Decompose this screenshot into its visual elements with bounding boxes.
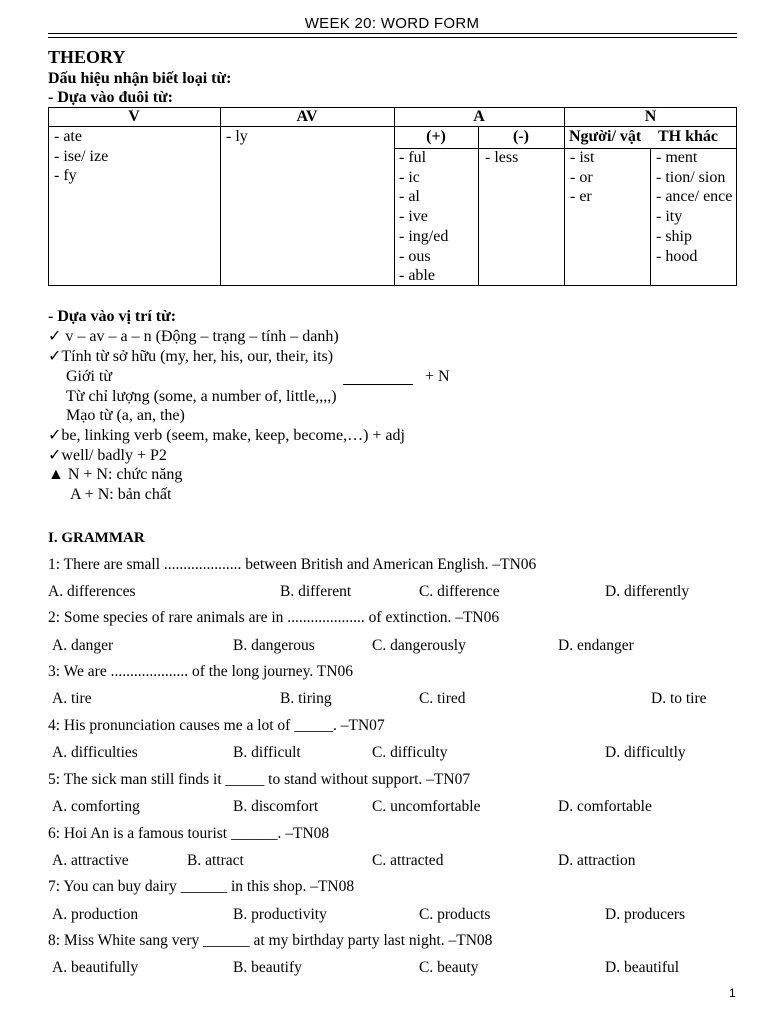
option-c[interactable]: C. dangerously: [372, 637, 466, 654]
list-item: - ful: [399, 149, 427, 166]
list-item: - ic: [399, 168, 420, 186]
list-item: - ive: [399, 208, 428, 226]
option-a[interactable]: A. comforting: [52, 798, 140, 815]
rule-line: ✓well/ badly + P2: [48, 447, 167, 464]
list-item: - ing/ed: [399, 227, 449, 245]
list-item: - ous: [399, 247, 431, 265]
a-positive-suffix-list: [399, 148, 448, 286]
option-a[interactable]: A. beautifully: [52, 959, 139, 976]
rule-line: ✓be, linking verb (seem, make, keep, become,…) + adj: [48, 427, 405, 444]
option-d[interactable]: D. to tire: [651, 690, 707, 707]
blank-n-label: + N: [425, 368, 450, 385]
option-c[interactable]: C. difficulty: [372, 744, 448, 761]
list-item: - ship: [656, 227, 692, 245]
table-col-sep-5: [650, 148, 651, 286]
question-text: 8: Miss White sang very ______ at my birthday party last night. –TN08: [48, 932, 493, 949]
option-b[interactable]: B. dangerous: [233, 637, 315, 654]
list-item: - or: [570, 168, 593, 186]
grammar-heading: I. GRAMMAR: [48, 530, 145, 546]
list-item: - ise/ ize: [54, 147, 109, 165]
av-suffix-list: [226, 127, 248, 147]
option-a[interactable]: A. tire: [52, 690, 92, 707]
question-text: 4: His pronunciation causes me a lot of _____. –TN07: [48, 717, 385, 734]
question-text: 3: We are .................... of the long journey. TN06: [48, 663, 353, 680]
theory-subheading: Dấu hiệu nhận biết loại từ:: [48, 70, 232, 87]
option-d[interactable]: D. differently: [605, 583, 690, 600]
option-a[interactable]: A. attractive: [52, 852, 129, 869]
table-border-left: [48, 107, 49, 286]
option-b[interactable]: B. discomfort: [233, 798, 319, 815]
option-b[interactable]: B. difficult: [233, 744, 301, 761]
rule-line: A + N: bản chất: [70, 486, 172, 503]
option-d[interactable]: D. comfortable: [558, 798, 652, 815]
col-header-a-negative: (-): [513, 128, 529, 145]
header-rule-top: [48, 33, 737, 34]
col-header-v: V: [128, 108, 140, 125]
n-person-suffix-list: [570, 148, 594, 207]
option-a[interactable]: A. differences: [48, 583, 136, 600]
col-header-av: AV: [296, 108, 318, 125]
option-b[interactable]: B. productivity: [233, 906, 327, 923]
question-text: 5: The sick man still finds it _____ to stand without support. –TN07: [48, 771, 471, 788]
option-b[interactable]: B. tiring: [280, 690, 332, 707]
rule-line: Mạo từ (a, an, the): [66, 407, 185, 424]
col-header-n-person: Người/ vật: [569, 128, 642, 145]
list-item: - ist: [570, 149, 595, 166]
list-item: - ate: [54, 128, 82, 145]
n-other-suffix-list: [656, 148, 736, 266]
list-item: - ance/ ence: [656, 188, 733, 206]
list-item: - tion/ sion: [656, 168, 726, 186]
list-item: - al: [399, 188, 420, 206]
rule-line: ✓Tính từ sở hữu (my, her, his, our, their, its): [48, 348, 334, 365]
option-b[interactable]: B. different: [280, 583, 352, 600]
option-d[interactable]: D. beautiful: [605, 959, 680, 976]
option-a[interactable]: A. production: [52, 906, 139, 923]
option-c[interactable]: C. attracted: [372, 852, 444, 869]
a-negative-suffix-list: [485, 148, 518, 168]
col-header-a: A: [473, 108, 485, 125]
option-c[interactable]: C. beauty: [419, 959, 479, 976]
option-c[interactable]: C. difference: [419, 583, 500, 600]
page-number: 1: [729, 986, 736, 1000]
list-item: - fy: [54, 167, 77, 185]
question-text: 7: You can buy dairy ______ in this shop. –TN08: [48, 878, 355, 895]
table-col-sep-3: [478, 127, 479, 286]
blank-line: [343, 384, 413, 385]
list-item: - ly: [226, 128, 248, 145]
list-item: - less: [485, 149, 519, 166]
option-d[interactable]: D. attraction: [558, 852, 636, 869]
theory-heading: THEORY: [48, 47, 126, 67]
table-col-sep-1: [220, 107, 221, 286]
rule-line: Giới từ: [66, 368, 113, 385]
list-item: - hood: [656, 247, 698, 265]
list-item: - ity: [656, 208, 683, 226]
question-text: 2: Some species of rare animals are in .................... of extinction. –TN06: [48, 609, 500, 626]
option-b[interactable]: B. attract: [187, 852, 244, 869]
option-d[interactable]: D. producers: [605, 906, 686, 923]
question-text: 1: There are small .................... between British and American English. –TN06: [48, 556, 537, 573]
v-suffix-list: [54, 127, 108, 186]
option-a[interactable]: A. danger: [52, 637, 114, 654]
list-item: - able: [399, 267, 435, 285]
option-c[interactable]: C. products: [419, 906, 491, 923]
position-heading: - Dựa vào vị trí từ:: [48, 308, 177, 325]
option-b[interactable]: B. beautify: [233, 959, 302, 976]
rule-line: Từ chỉ lượng (some, a number of, little,,,,): [66, 388, 337, 405]
table-border-right: [736, 107, 737, 286]
page-header: WEEK 20: WORD FORM: [304, 15, 480, 32]
col-header-n-other: TH khác: [658, 128, 719, 145]
rule-line: ✓ v – av – a – n (Động – trạng – tính – danh): [48, 328, 339, 345]
suffix-table: [48, 107, 737, 286]
table-border-bottom: [48, 285, 737, 286]
list-item: - er: [570, 188, 592, 206]
option-d[interactable]: D. endanger: [558, 637, 634, 654]
suffix-heading: - Dựa vào đuôi từ:: [48, 89, 173, 106]
option-d[interactable]: D. difficultly: [605, 744, 686, 761]
col-header-a-positive: (+): [426, 128, 446, 145]
rule-line: ▲ N + N: chức năng: [48, 466, 183, 483]
option-a[interactable]: A. difficulties: [52, 744, 138, 761]
header-rule-bottom: [48, 37, 737, 38]
col-header-n: N: [644, 108, 657, 125]
option-c[interactable]: C. tired: [419, 690, 466, 707]
list-item: - ment: [656, 149, 698, 166]
table-col-sep-4: [564, 107, 565, 286]
question-text: 6: Hoi An is a famous tourist ______. –TN08: [48, 825, 330, 842]
option-c[interactable]: C. uncomfortable: [372, 798, 481, 815]
